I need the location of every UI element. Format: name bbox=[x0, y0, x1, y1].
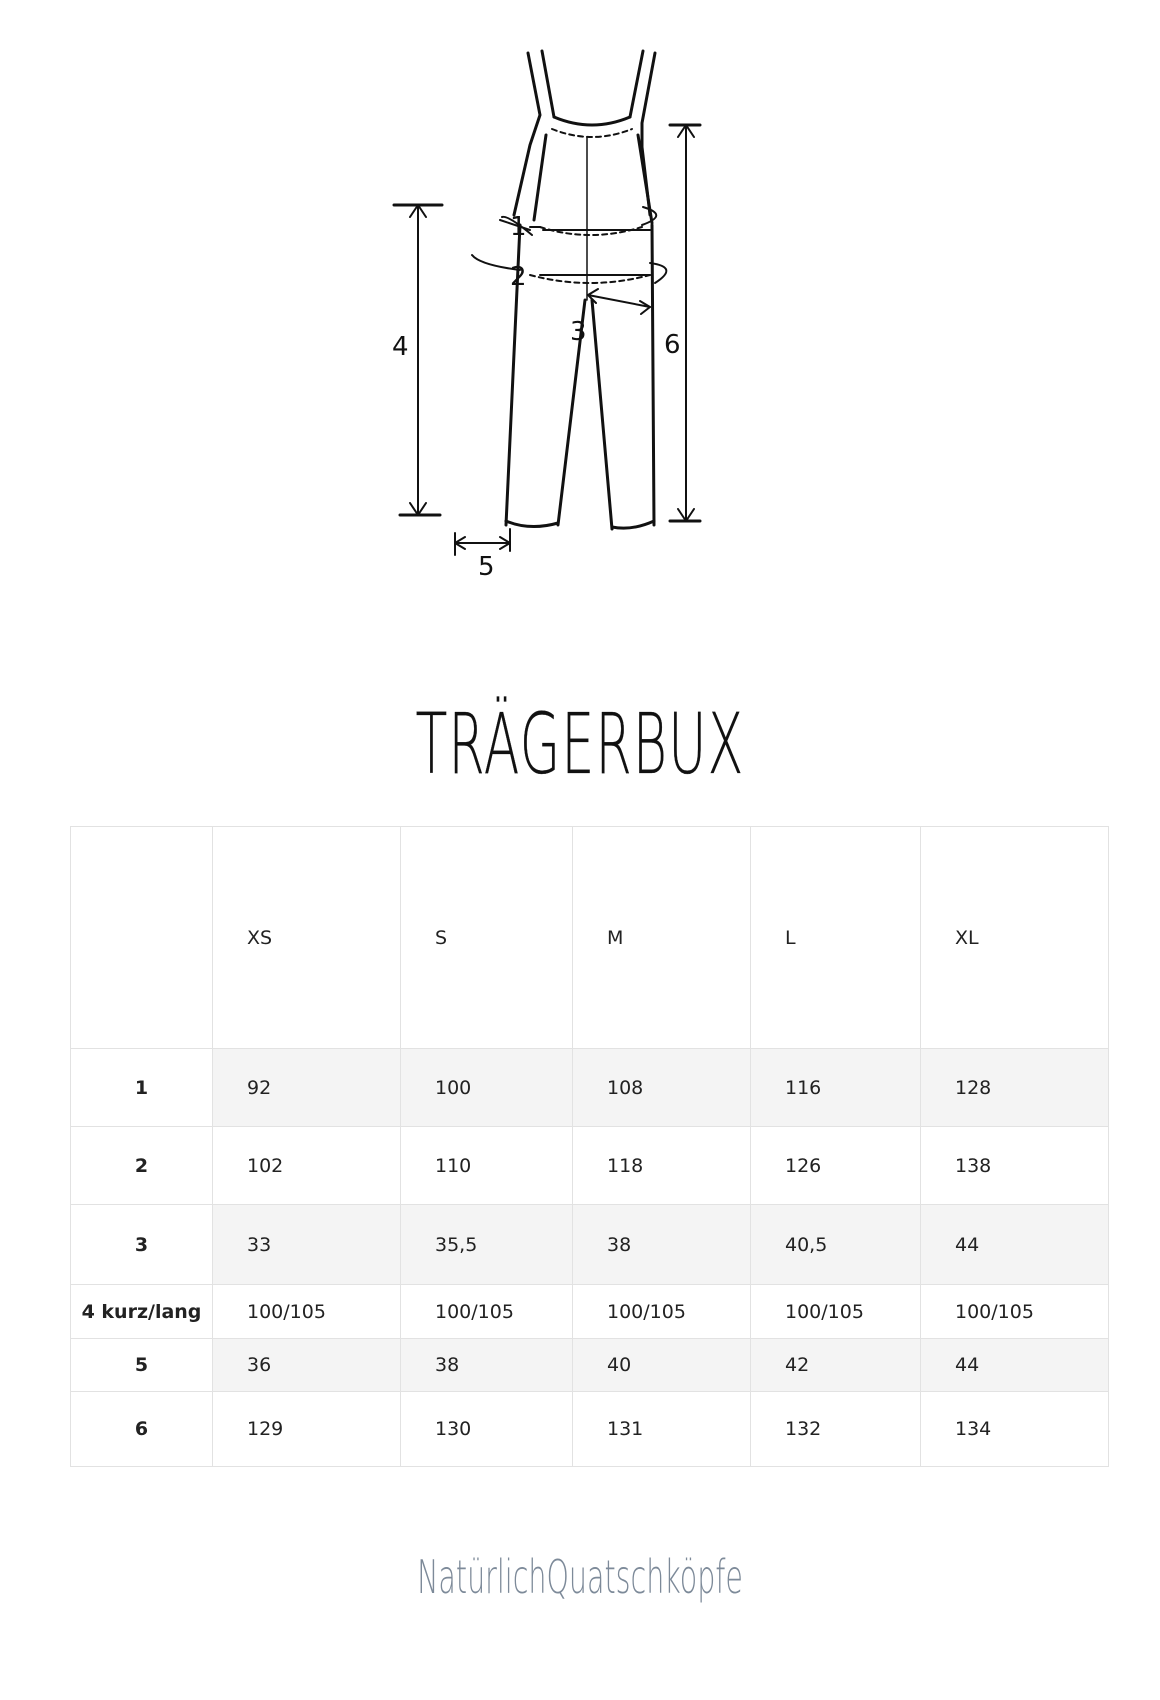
overalls-measurement-diagram bbox=[380, 45, 780, 645]
table-row bbox=[71, 1392, 1109, 1467]
table-cell: 134 bbox=[921, 1392, 1109, 1467]
table-cell: 40,5 bbox=[751, 1205, 921, 1285]
table-row bbox=[71, 1127, 1109, 1205]
measure-label-6: 6 bbox=[664, 330, 681, 360]
table-cell: 100/105 bbox=[921, 1285, 1109, 1339]
table-cell: 100/105 bbox=[751, 1285, 921, 1339]
table-row bbox=[71, 1339, 1109, 1392]
table-row bbox=[71, 1049, 1109, 1127]
column-header-s: S bbox=[401, 827, 573, 1049]
row-label: 2 bbox=[71, 1127, 213, 1205]
table-cell: 110 bbox=[401, 1127, 573, 1205]
column-header-l: L bbox=[751, 827, 921, 1049]
measure-label-1: 1 bbox=[510, 212, 527, 242]
table-cell: 92 bbox=[213, 1049, 401, 1127]
table-cell: 108 bbox=[573, 1049, 751, 1127]
measure-label-4: 4 bbox=[392, 332, 409, 362]
row-label: 4 kurz/lang bbox=[71, 1285, 213, 1339]
table-cell: 100/105 bbox=[213, 1285, 401, 1339]
column-header-m: M bbox=[573, 827, 751, 1049]
table-cell: 138 bbox=[921, 1127, 1109, 1205]
table-cell: 35,5 bbox=[401, 1205, 573, 1285]
column-header-xl: XL bbox=[921, 827, 1109, 1049]
table-cell: 128 bbox=[921, 1049, 1109, 1127]
size-chart-table bbox=[70, 826, 1109, 1467]
table-cell: 36 bbox=[213, 1339, 401, 1392]
table-cell: 38 bbox=[573, 1205, 751, 1285]
table-cell: 40 bbox=[573, 1339, 751, 1392]
row-label: 5 bbox=[71, 1339, 213, 1392]
column-header-xs: XS bbox=[213, 827, 401, 1049]
table-row bbox=[71, 1285, 1109, 1339]
overalls-sketch bbox=[380, 45, 780, 645]
table-cell: 38 bbox=[401, 1339, 573, 1392]
corner-cell bbox=[71, 827, 213, 1049]
measure-label-5: 5 bbox=[478, 552, 495, 582]
table-cell: 118 bbox=[573, 1127, 751, 1205]
table-row bbox=[71, 1205, 1109, 1285]
table-cell: 116 bbox=[751, 1049, 921, 1127]
table-cell: 44 bbox=[921, 1205, 1109, 1285]
row-label: 3 bbox=[71, 1205, 213, 1285]
measure-label-2: 2 bbox=[510, 262, 527, 292]
table-cell: 132 bbox=[751, 1392, 921, 1467]
table-cell: 131 bbox=[573, 1392, 751, 1467]
table-cell: 126 bbox=[751, 1127, 921, 1205]
table-cell: 100 bbox=[401, 1049, 573, 1127]
table-cell: 130 bbox=[401, 1392, 573, 1467]
measure-label-3: 3 bbox=[570, 317, 587, 347]
page-title: TRÄGERBUX bbox=[415, 695, 745, 793]
row-label: 6 bbox=[71, 1392, 213, 1467]
table-cell: 33 bbox=[213, 1205, 401, 1285]
table-cell: 100/105 bbox=[401, 1285, 573, 1339]
table-cell: 42 bbox=[751, 1339, 921, 1392]
header-row bbox=[71, 827, 1109, 1049]
row-label: 1 bbox=[71, 1049, 213, 1127]
table-cell: 129 bbox=[213, 1392, 401, 1467]
table-cell: 102 bbox=[213, 1127, 401, 1205]
table-cell: 100/105 bbox=[573, 1285, 751, 1339]
brand-footer: NatürlichQuatschköpfe bbox=[417, 1550, 743, 1604]
table-cell: 44 bbox=[921, 1339, 1109, 1392]
